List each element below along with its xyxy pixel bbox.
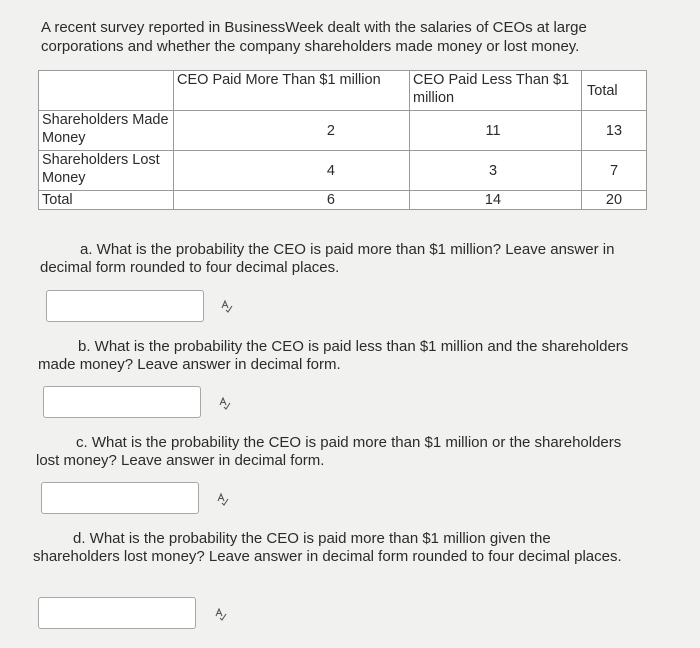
answer-c-input[interactable] [41, 482, 199, 514]
table-row [39, 191, 647, 210]
row-label: Shareholders Made Money [39, 111, 174, 151]
spellcheck-icon[interactable] [218, 396, 232, 410]
answer-d-input[interactable] [38, 597, 196, 629]
question-a-text: a. What is the probability the CEO is paid more than $1 million? Leave answer in decimal form rounded to four decimal places. [40, 241, 615, 276]
table-row [39, 111, 647, 151]
table-header-cell: CEO Paid Less Than $1 million [410, 71, 582, 111]
table-cell: 6 [174, 191, 410, 210]
question-b-text: b. What is the probability the CEO is paid less than $1 million and the shareholders made money? Leave answer in decimal form. [38, 338, 629, 373]
table-cell: 20 [582, 191, 647, 210]
question-c-text: c. What is the probability the CEO is paid more than $1 million or the shareholders lost money? Leave answer in decimal form. [36, 434, 622, 469]
table-header-row [39, 71, 647, 111]
table-cell: 3 [410, 151, 582, 191]
table-cell: 11 [410, 111, 582, 151]
table-header-cell: Total [582, 71, 647, 111]
table-cell: 7 [582, 151, 647, 191]
row-label: Shareholders Lost Money [39, 151, 174, 191]
table-cell: 14 [410, 191, 582, 210]
question-b [38, 338, 638, 374]
contingency-table [38, 70, 647, 210]
answer-a-input[interactable] [46, 290, 204, 322]
table-row [39, 151, 647, 191]
spellcheck-icon[interactable] [220, 299, 234, 313]
question-c [36, 434, 636, 470]
spellcheck-icon[interactable] [216, 492, 230, 506]
row-label: Total [39, 191, 174, 210]
answer-b-input[interactable] [43, 386, 201, 418]
table-cell: 4 [174, 151, 410, 191]
table-header-cell: CEO Paid More Than $1 million [174, 71, 410, 111]
question-d [33, 530, 633, 566]
question-a [40, 241, 640, 277]
spellcheck-icon[interactable] [214, 607, 228, 621]
table-cell: 2 [174, 111, 410, 151]
table-cell: 13 [582, 111, 647, 151]
problem-intro: A recent survey reported in BusinessWeek dealt with the salaries of CEOs at large corporations and whether the company shareholders made money or lost money. [41, 19, 587, 55]
question-d-text: d. What is the probability the CEO is paid more than $1 million given the shareholders lost money? Leave answer in decimal form rounded to four decimal places. [33, 530, 622, 565]
table-header-cell [39, 71, 174, 111]
